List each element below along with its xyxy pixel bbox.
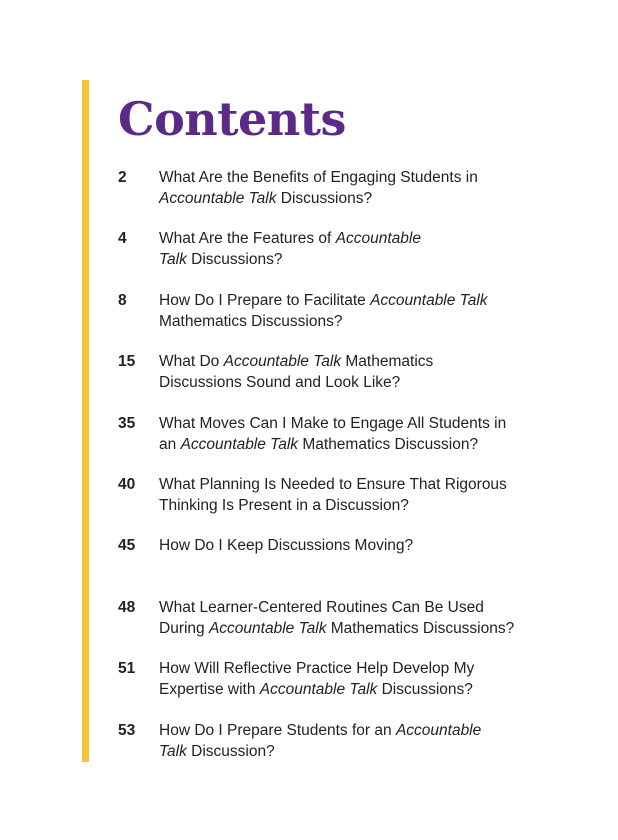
page-number: 35	[118, 414, 136, 432]
entry-text-mid: Mathematics	[341, 353, 434, 371]
entry-italic: Accountable Talk	[370, 291, 488, 309]
entry-title	[159, 290, 488, 332]
entry-text: What Are the Benefits of Engaging Students in	[159, 169, 478, 186]
page-number: 4	[118, 230, 127, 248]
entry-title	[159, 413, 506, 455]
page-number: 53	[118, 721, 136, 739]
entry-text-end: Discussions?	[377, 681, 473, 699]
page-number: 2	[118, 169, 127, 186]
entry-title	[159, 167, 478, 209]
toc-entry[interactable]	[118, 535, 588, 596]
entry-text: How Do I Prepare Students for an	[159, 721, 396, 739]
page-number: 40	[118, 475, 136, 493]
toc-entry[interactable]	[118, 597, 588, 658]
entry-text: What Do	[159, 353, 224, 371]
entry-text-end: Thinking Is Present in a Discussion?	[159, 496, 409, 514]
entry-text-end: Mathematics Discussions?	[326, 619, 515, 637]
toc-entry[interactable]	[118, 228, 588, 289]
entry-text-end: Mathematics Discussion?	[298, 435, 479, 453]
entry-italic: Accountable Talk	[180, 435, 299, 453]
toc-entry[interactable]	[118, 658, 588, 719]
toc-entry[interactable]	[118, 720, 588, 781]
entry-italic: Accountable Talk	[223, 353, 342, 371]
entry-text-end: Discussions?	[276, 190, 373, 207]
entry-text-end: Discussions Sound and Look Like?	[159, 374, 401, 392]
page-number: 48	[118, 598, 136, 616]
toc-entry[interactable]	[118, 290, 588, 351]
entry-text: What Are the Features of	[159, 230, 336, 248]
toc-entry[interactable]	[118, 167, 588, 228]
page-title: Contents	[118, 92, 346, 146]
entry-text-end: Mathematics Discussions?	[159, 312, 343, 330]
entry-title: How Do I Keep Discussions Moving?	[159, 537, 414, 555]
entry-text-end: Discussions?	[186, 251, 283, 269]
entry-title	[159, 228, 421, 270]
table-of-contents	[118, 167, 588, 781]
toc-entry[interactable]	[118, 474, 588, 535]
entry-italic-b: Talk	[159, 251, 187, 269]
entry-italic-a: Accountable	[335, 230, 421, 248]
entry-text: How Do I Prepare to Facilitate	[159, 291, 371, 309]
toc-entry[interactable]	[118, 351, 588, 412]
entry-text-b: an	[159, 435, 181, 453]
entry-text: What Learner-Centered Routines Can Be Used	[159, 598, 484, 616]
entry-title	[159, 474, 507, 516]
page-number: 15	[118, 353, 136, 371]
entry-italic-a: Accountable	[395, 721, 482, 739]
entry-italic: Accountable Talk	[208, 619, 327, 637]
page-number: 8	[118, 291, 127, 309]
entry-title	[159, 597, 514, 639]
accent-bar	[82, 80, 89, 762]
entry-italic: Accountable Talk	[159, 190, 277, 207]
entry-title	[159, 351, 433, 393]
page-number: 51	[118, 660, 136, 678]
toc-entry[interactable]	[118, 413, 588, 474]
entry-text: What Moves Can I Make to Engage All Students in	[159, 414, 507, 432]
entry-title	[159, 658, 474, 700]
page-number: 45	[118, 537, 136, 555]
entry-text-b: Expertise with	[159, 681, 260, 699]
entry-italic-b: Talk	[159, 742, 187, 760]
entry-text: What Planning Is Needed to Ensure That Rigorous	[159, 475, 507, 493]
entry-text: How Will Reflective Practice Help Develop My	[159, 660, 475, 678]
entry-text-b: During	[159, 619, 209, 637]
entry-text-end: Discussion?	[186, 742, 275, 760]
entry-title	[159, 720, 481, 762]
entry-italic: Accountable Talk	[259, 681, 378, 699]
